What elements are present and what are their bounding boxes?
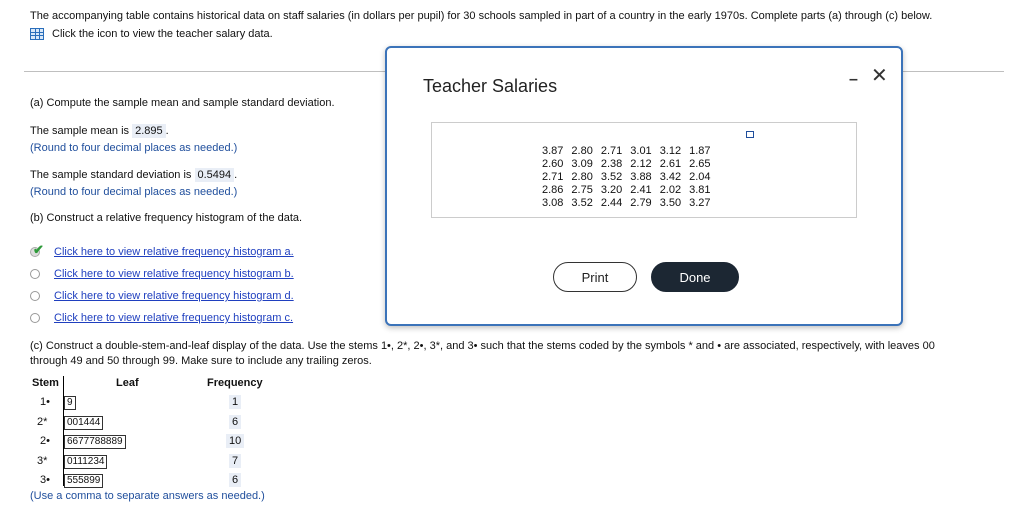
radio-button[interactable] <box>30 269 40 279</box>
frequency-header: Frequency <box>207 377 263 389</box>
mean-line: The sample mean is 2.895 . <box>30 125 169 137</box>
salary-cell: 1.87 <box>689 145 711 157</box>
data-link-label[interactable]: Click the icon to view the teacher salary data. <box>52 28 273 40</box>
histogram-link[interactable]: Click here to view relative frequency histogram b. <box>54 268 294 280</box>
sd-prefix: The sample standard deviation is <box>30 169 192 181</box>
salary-cell: 3.12 <box>659 145 682 157</box>
leaf-header: Leaf <box>116 377 139 389</box>
salary-cell: 2.75 <box>571 184 593 196</box>
stem-cell: 3* <box>37 455 48 467</box>
salary-row <box>538 145 715 158</box>
done-button[interactable]: Done <box>651 262 739 292</box>
mean-note: (Round to four decimal places as needed.) <box>30 142 238 154</box>
part-c-line2: through 49 and 50 through 99. Make sure to include any trailing zeros. <box>30 355 372 367</box>
print-button[interactable]: Print <box>553 262 637 292</box>
part-c-line1: (c) Construct a double-stem-and-leaf display of the data. Use the stems 1•, 2*, 2•, 3*, and 3• such that the stems coded by the symbols * and • are associated, respectively, with leaves 00 <box>30 340 935 352</box>
mean-prefix: The sample mean is <box>30 125 130 137</box>
salary-cell: 2.61 <box>659 158 682 170</box>
dialog-title: Teacher Salaries <box>423 76 558 96</box>
salary-cell: 3.27 <box>689 197 711 209</box>
salary-row <box>538 158 715 171</box>
minimize-icon[interactable]: – <box>849 71 858 88</box>
teacher-data-link[interactable] <box>30 28 273 40</box>
close-icon[interactable]: ✕ <box>871 65 888 87</box>
sd-line: The sample standard deviation is 0.5494 . <box>30 169 238 181</box>
salary-cell: 3.52 <box>600 171 623 183</box>
salary-row <box>538 171 715 184</box>
radio-button[interactable] <box>30 313 40 323</box>
histogram-option-c[interactable] <box>30 312 293 324</box>
salary-cell: 3.09 <box>571 158 593 170</box>
histogram-link[interactable]: Click here to view relative frequency histogram d. <box>54 290 294 302</box>
radio-button[interactable] <box>30 242 44 257</box>
salary-cell: 2.71 <box>542 171 564 183</box>
salary-cell: 2.71 <box>600 145 623 157</box>
salary-table <box>538 145 715 210</box>
salary-cell: 2.02 <box>659 184 682 196</box>
sd-note: (Round to four decimal places as needed.) <box>30 186 238 198</box>
table-icon[interactable] <box>30 28 44 40</box>
salary-cell: 2.86 <box>542 184 564 196</box>
stem-cell: 3• <box>40 474 50 486</box>
histogram-option-b[interactable] <box>30 268 294 280</box>
salary-cell: 2.79 <box>630 197 652 209</box>
histogram-option-d[interactable] <box>30 290 294 302</box>
sd-answer[interactable]: 0.5494 <box>195 168 235 182</box>
histogram-link[interactable]: Click here to view relative frequency histogram c. <box>54 312 294 324</box>
salary-cell: 3.50 <box>659 197 682 209</box>
salary-cell: 2.38 <box>600 158 623 170</box>
frequency-input[interactable]: 6 <box>229 415 241 429</box>
salary-cell: 3.87 <box>542 145 564 157</box>
salary-cell: 2.65 <box>689 158 711 170</box>
salary-cell: 3.52 <box>571 197 593 209</box>
salary-cell: 2.04 <box>689 171 711 183</box>
salary-row <box>538 184 715 197</box>
mean-answer[interactable]: 2.895 <box>132 124 166 138</box>
salary-cell: 2.80 <box>571 145 593 157</box>
histogram-option-a[interactable] <box>30 242 294 258</box>
salary-cell: 3.20 <box>600 184 623 196</box>
problem-intro: The accompanying table contains historical data on staff salaries (in dollars per pupil) for 30 schools sampled in part of a country in the early 1970s. Complete parts (a) through (c) below. <box>30 10 933 22</box>
salary-cell: 3.42 <box>659 171 682 183</box>
copy-icon[interactable] <box>746 131 754 138</box>
salary-cell: 3.88 <box>630 171 652 183</box>
leaf-input[interactable]: 555899 <box>64 474 103 488</box>
salary-cell: 2.60 <box>542 158 564 170</box>
checkmark-icon: ✔ <box>33 242 44 257</box>
leaf-input[interactable]: 6677788889 <box>64 435 126 449</box>
part-a-heading: (a) Compute the sample mean and sample standard deviation. <box>30 97 335 109</box>
stem-header: Stem <box>32 377 59 389</box>
histogram-link[interactable]: Click here to view relative frequency histogram a. <box>54 246 294 258</box>
comma-note: (Use a comma to separate answers as needed.) <box>30 490 265 502</box>
leaf-input[interactable]: 001444 <box>64 416 103 430</box>
salary-cell: 3.08 <box>542 197 564 209</box>
stem-cell: 1• <box>40 396 50 408</box>
radio-button[interactable] <box>30 291 40 301</box>
stem-cell: 2* <box>37 416 48 428</box>
salary-cell: 2.41 <box>630 184 652 196</box>
salary-cell: 2.80 <box>571 171 593 183</box>
teacher-salaries-dialog <box>385 46 903 326</box>
part-b-heading: (b) Construct a relative frequency histogram of the data. <box>30 212 303 224</box>
frequency-input[interactable]: 6 <box>229 473 241 487</box>
stem-cell: 2• <box>40 435 50 447</box>
frequency-input[interactable]: 1 <box>229 395 241 409</box>
salary-cell: 3.01 <box>630 145 652 157</box>
salary-cell: 3.81 <box>689 184 711 196</box>
data-panel <box>431 122 857 218</box>
stem-divider <box>63 376 64 486</box>
leaf-input[interactable]: 0111234 <box>64 455 107 469</box>
salary-row <box>538 197 715 210</box>
frequency-input[interactable]: 10 <box>226 434 244 448</box>
salary-cell: 2.44 <box>600 197 623 209</box>
leaf-input[interactable]: 9 <box>64 396 76 410</box>
salary-cell: 2.12 <box>630 158 652 170</box>
frequency-input[interactable]: 7 <box>229 454 241 468</box>
